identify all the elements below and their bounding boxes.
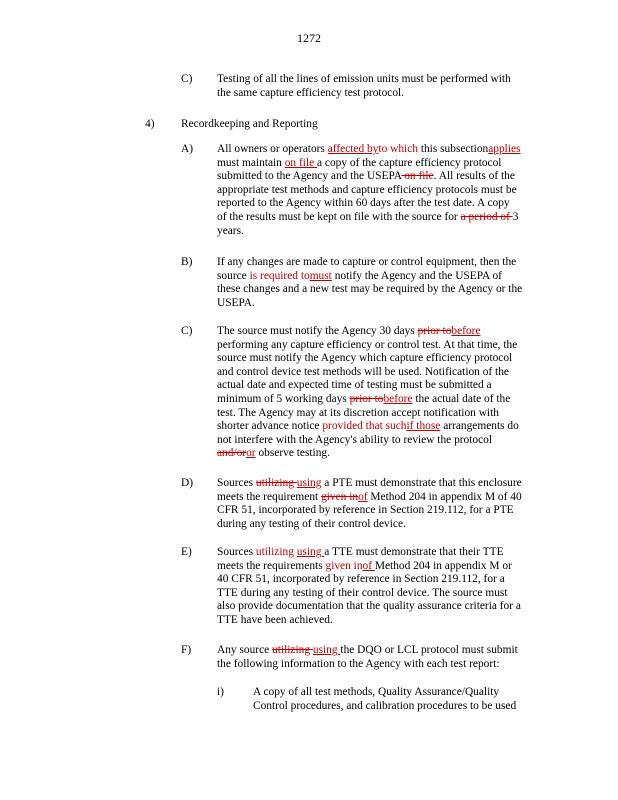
item-c-top-text: Testing of all the lines of emission units must be performed with the same capture efficiency test protocol. [217,73,511,99]
item-f-i-label: i) [217,686,224,698]
item-c-top-label: C) [181,73,193,85]
item-a-label: A) [181,143,194,155]
item-f-label: F) [181,644,192,656]
item-f-text: Any source utilizing using the DQO or LCL protocol must submit the following information to the Agency with each test report: [217,644,518,670]
item-e-text: Sources utilizing using a TTE must demonstrate that their TTE meets the requirements given inof Method 204 in appendix M or 40 CFR 51, incorporated by reference in Section 219.112, for a TTE during any testing of their control device. The source must also provide documentation that the quality assurance criteria for a TTE have been achieved. [217,546,521,626]
item-b-text: If any changes are made to capture or control equipment, then the source is required tomust notify the Agency and the USEPA of these changes and a new test may be required by the Agency or the USEPA. [217,256,523,309]
section-4-title: Recordkeeping and Reporting [181,118,318,130]
item-b-label: B) [181,256,193,268]
item-e-label: E) [181,546,192,558]
item-c-text: The source must notify the Agency 30 days prior tobefore performing any capture efficiency or control test. At that time, the source must notify the Agency which capture efficiency protocol and control device test methods will be used. Notification of the actual date and expected time of testing must be submitted a minimum of 5 working days prior tobefore the actual date of the test. The Agency may at its discretion accept notification with shorter advance notice provided that suchif those arrangements do not interfere with the Agency's ability to review the protocol and/oror observe testing. [217,325,519,460]
item-f-i-text: A copy of all test methods, Quality Assurance/Quality Control procedures, and calibration procedures to be used [253,686,517,712]
item-d-text: Sources utilizing using a PTE must demonstrate that this enclosure meets the requirement given inof Method 204 in appendix M of 40 CFR 51, incorporated by reference in Section 219.112, for a PTE during any testing of their control device. [217,477,522,530]
page-number: 1272 [297,31,321,45]
section-4-label: 4) [145,118,155,130]
item-d-label: D) [181,477,194,489]
item-c-label: C) [181,325,193,337]
item-a-text: All owners or operators affected byto which this subsectionapplies must maintain on file a copy of the capture efficiency protocol submitted to the Agency and the USEPA on file. All results of the appropriate test methods and capture efficiency protocols must be reported to the Agency within 60 days after the test date. A copy of the results must be kept on file with the source for a period of 3 years. [217,143,521,237]
